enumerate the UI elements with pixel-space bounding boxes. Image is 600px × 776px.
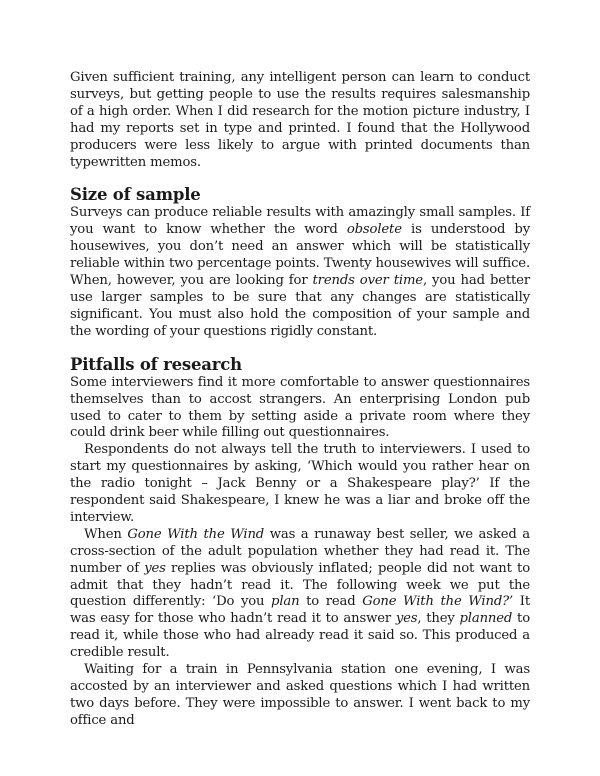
intro-paragraph: Given sufficient training, any intelligent person can learn to conduct surveys, but getting people to use the results requires salesmanship of a high order. When I did research for the motion picture industry, I had my reports set in type and printed. I found that the Hollywood producers were less likely to argue with printed documents than typewritten memos. (70, 70, 530, 170)
spacer (70, 341, 530, 355)
italic-term: plan (271, 594, 300, 610)
italic-term: yes (144, 560, 166, 576)
text-run: to read (299, 594, 363, 610)
italic-term: trends over time (312, 273, 423, 289)
book-page (70, 70, 530, 730)
italic-term: planned (459, 611, 513, 627)
heading-size-of-sample: Size of sample (70, 185, 201, 205)
text-run: , they (417, 611, 460, 627)
pitfalls-paragraph-4: Waiting for a train in Pennsylvania station one evening, I was accosted by an interviewer and asked questions which I had written two days before. They were impossible to answer. I went back to my office and (70, 662, 530, 728)
text-run: When (84, 526, 128, 542)
pitfalls-paragraph-3 (70, 527, 530, 662)
italic-term: obsolete (346, 222, 402, 238)
text-run: to read it, while those who had already read it said so. This produced a credible result. (70, 611, 530, 661)
text-run: Surveys can produce reliable results with amazingly small samples. If you want to know whether the word (70, 205, 530, 238)
italic-title: Gone With the Wind?’ (362, 594, 514, 610)
text-run: was a runaway best seller, we asked a cross-section of the adult population whether they had read it. The number of (70, 526, 530, 576)
italic-title: Gone With the Wind (127, 526, 265, 542)
heading-pitfalls-of-research: Pitfalls of research (70, 354, 242, 374)
pitfalls-paragraph-2: Respondents do not always tell the truth to interviewers. I used to start my questionnaires by asking, ‘Which would you rather hear on the radio tonight – Jack Benny or a Shakespeare play?’ If the respondent said Shakespeare, I knew he was a liar and broke off the interview. (70, 442, 530, 525)
text-run: , you had better use larger samples to be sure that any changes are statistically significant. You must also hold the composition of your sample and the wording of your questions rigidly constant. (70, 273, 530, 339)
italic-term: yes (395, 611, 418, 627)
sample-paragraph (70, 205, 530, 340)
spacer (70, 171, 530, 185)
text-run: It was easy for those who hadn’t read it to answer (70, 594, 530, 627)
text-run: is understood by housewives, you don’t need an answer which will be statistically reliable within two percentage points. Twenty housewives will suffice. When, however, you are looking for (70, 222, 531, 289)
text-run: replies was obviously inflated; people did not want to admit that they hadn’t read it. The following week we put the question differently: ‘Do you (70, 560, 530, 610)
pitfalls-paragraph-1: Some interviewers find it more comfortable to answer questionnaires themselves than to accost strangers. An enterprising London pub used to cater to them by setting aside a private room where they could drink beer while filling out questionnaires. (70, 374, 530, 441)
